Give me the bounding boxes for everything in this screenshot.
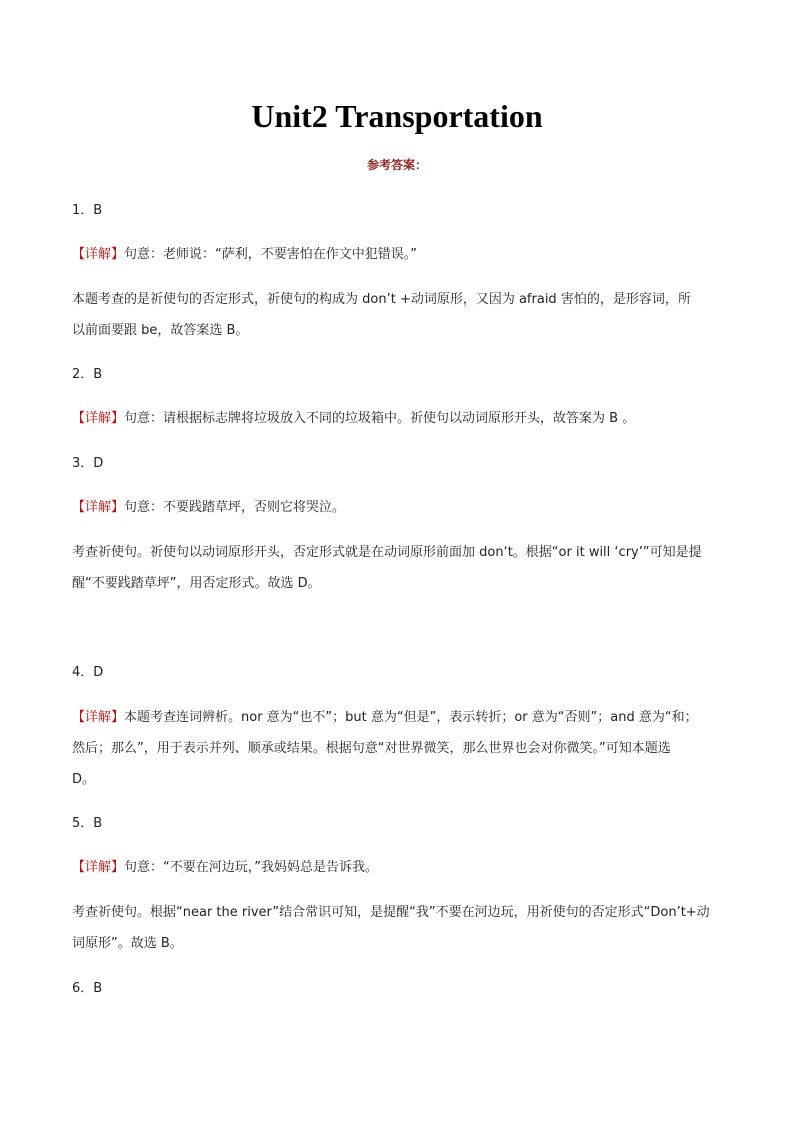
q3-explain-line1: 考查祈使句。祈使句以动词原形开头，否定形式就是在动词原形前面加 don‘t。根据“or it will ‘cry’”可知是提 xyxy=(72,545,702,560)
q1-detail-text: 句意：老师说：“萨利，不要害怕在作文中犯错误。” xyxy=(124,247,417,262)
q5-detail-text: 句意：“不要在河边玩，”我妈妈总是告诉我。 xyxy=(124,860,378,875)
answer-key-heading: 参考答案： xyxy=(366,158,427,172)
q3-answer: 3．D xyxy=(72,456,104,471)
page-title: Unit2 Transportation xyxy=(251,98,543,134)
q1-explain-line2: 以前面要跟 be，故答案选 B。 xyxy=(72,323,249,338)
detail-tag: 【详解】 xyxy=(72,860,125,875)
q1-answer: 1．B xyxy=(72,203,103,218)
q5-detail xyxy=(72,859,732,877)
detail-tag: 【详解】 xyxy=(72,710,125,725)
q4-answer: 4．D xyxy=(72,665,104,680)
q3-detail-text: 句意：不要践踏草坪，否则它将哭泣。 xyxy=(124,500,346,515)
q1-detail xyxy=(72,246,732,264)
detail-tag: 【详解】 xyxy=(72,247,125,262)
q2-detail-text: 句意：请根据标志牌将垃圾放入不同的垃圾箱中。祈使句以动词原形开头，故答案为 B 。 xyxy=(124,411,636,426)
q6-answer: 6．B xyxy=(72,981,103,996)
q3-detail xyxy=(72,499,732,517)
q5-explain-line1: 考查祈使句。根据“near the river”结合常识可知，是提醒“我”不要在河边玩，用祈使句的否定形式“Don’t+动 xyxy=(72,905,710,920)
q5-answer: 5．B xyxy=(72,816,103,831)
q5-explain-line2: 词原形”。故选 B。 xyxy=(72,936,183,951)
q1-explain-line1: 本题考查的是祈使句的否定形式，祈使句的构成为 don’t +动词原形，又因为 afraid 害怕的，是形容词，所 xyxy=(72,292,691,307)
q3-explain-line2: 醒“不要践踏草坪”，用否定形式。故选 D。 xyxy=(72,576,321,591)
q2-detail xyxy=(72,410,732,428)
q4-detail-text: 本题考查连词辨析。nor 意为“也不”；but 意为“但是”，表示转折；or 意为“否则”；and 意为“和； xyxy=(124,710,698,725)
detail-tag: 【详解】 xyxy=(72,500,125,515)
detail-tag: 【详解】 xyxy=(72,411,125,426)
q4-detail-line1 xyxy=(72,709,732,727)
q2-answer: 2．B xyxy=(72,367,103,382)
q4-detail-line3: D。 xyxy=(72,772,96,787)
q4-detail-line2: 然后；那么”，用于表示并列、顺承或结果。根据句意“对世界微笑，那么世界也会对你微笑。”可知本题选 xyxy=(72,741,671,756)
